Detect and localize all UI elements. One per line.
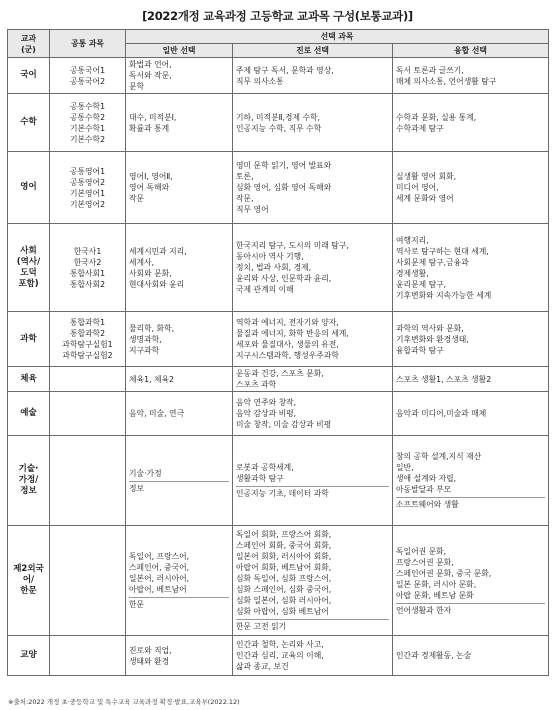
table-row [8, 312, 549, 367]
general-cell [126, 636, 233, 676]
table-body [8, 58, 549, 676]
common-cell [50, 436, 126, 526]
common-cell-text: 한국사1 한국사2 통합사회1 통합사회2 [69, 246, 106, 289]
area-cell [8, 94, 50, 152]
common-cell [50, 152, 126, 224]
career-cell-sub-text: 한문 고전 읽기 [236, 619, 389, 632]
common-cell-text: 공통국어1 공통국어2 [69, 65, 106, 86]
general-cell-sub-text: 한문 [129, 597, 229, 610]
convergence-cell [393, 94, 549, 152]
area-cell-text: 과학 [20, 333, 37, 344]
career-cell [233, 526, 393, 636]
area-cell-text: 사회 (역사/ 도덕 포함) [16, 245, 41, 289]
general-cell-text: 진로와 직업, 생태와 환경 [129, 645, 172, 666]
career-cell [233, 224, 393, 312]
general-cell [126, 152, 233, 224]
area-cell-text: 국어 [20, 70, 37, 80]
general-cell-text: 기술·가정 [129, 468, 162, 478]
career-cell-text: 기하, 미적분Ⅱ,경제 수학, 인공지능 수학, 직무 수학 [236, 112, 322, 133]
area-cell [8, 636, 50, 676]
general-cell [126, 367, 233, 392]
convergence-cell [393, 436, 549, 526]
career-cell-text: 인간과 철학, 논리와 사고, 인간과 심리, 교육의 이해, 삶과 종교, 보건 [236, 640, 324, 671]
common-cell [50, 94, 126, 152]
general-cell-text: 물리학, 화학, 생명과학, 지구과학 [129, 323, 175, 355]
career-cell [233, 312, 393, 367]
header-elective: 선택 과목 [126, 30, 549, 44]
area-cell [8, 224, 50, 312]
convergence-cell [393, 152, 549, 224]
convergence-cell-sub-text: 소프트웨어와 생활 [396, 497, 545, 510]
career-cell-text: 독일어 회화, 프랑스어 회화, 스페인어 회화, 중국어 회화, 일본어 회화, 러시아어 회화, 아랍어 회화, 베트남어 회화, 심화 독일어, 심화 프랑스어, 심화 스페인어, 심화 중국어, 심화 일본어, 심화 러시아어, 심화 아랍어, 심화 베트남어 [236, 530, 332, 616]
common-cell [50, 58, 126, 94]
area-cell [8, 526, 50, 636]
convergence-cell-sub-text: 언어생활과 한자 [396, 603, 545, 616]
common-cell-text: 공통수학1 공통수학2 기본수학1 기본수학2 [69, 101, 106, 144]
area-cell-text: 체육 [20, 373, 37, 384]
common-cell-text: 공통영어1 공통영어2 기본영어1 기본영어2 [69, 166, 106, 209]
common-cell [50, 526, 126, 636]
convergence-cell-text: 실생활 영어 회화, 미디어 영어, 세계 문화와 영어 [396, 172, 457, 203]
convergence-cell [393, 58, 549, 94]
header-convergence: 융합 선택 [393, 44, 549, 58]
career-cell-text: 로봇과 공학세계, 생활과학 탐구 [236, 463, 294, 483]
header-career: 진로 선택 [233, 44, 393, 58]
general-cell-text: 음악, 미술, 연극 [129, 409, 185, 418]
common-cell [50, 367, 126, 392]
convergence-cell [393, 312, 549, 367]
area-cell [8, 367, 50, 392]
convergence-cell [393, 392, 549, 436]
table-row [8, 58, 549, 94]
general-cell-text: 체육1, 체육2 [129, 374, 175, 384]
area-cell-text: 영어 [20, 182, 37, 192]
general-cell [126, 436, 233, 526]
general-cell-text: 화법과 언어, 독서와 작문, 문학 [129, 60, 172, 91]
career-cell [233, 367, 393, 392]
area-cell [8, 436, 50, 526]
convergence-cell [393, 636, 549, 676]
table-row [8, 367, 549, 392]
career-cell [233, 58, 393, 94]
area-cell [8, 392, 50, 436]
convergence-cell [393, 224, 549, 312]
table-row [8, 224, 549, 312]
general-cell [126, 94, 233, 152]
career-cell-text: 영미 문학 읽기, 영어 발표와 토론, 심화 영어, 심화 영어 독해와 작문, 직무 영어 [236, 161, 332, 214]
convergence-cell-text: 스포츠 생활1, 스포츠 생활2 [396, 374, 492, 384]
area-cell [8, 312, 50, 367]
career-cell-text: 한국지리 탐구, 도시의 미래 탐구, 동아시아 역사 기행, 정치, 법과 사회, 경제, 윤리와 사상, 인문학과 윤리, 국제 관계의 이해 [236, 241, 349, 294]
area-cell-text: 수학 [20, 117, 37, 127]
table-row [8, 392, 549, 436]
general-cell-sub-text: 정보 [129, 481, 229, 494]
convergence-cell-text: 독일어권 문화, 프랑스어권 문화, 스페인어권 문화, 중국 문화, 일본 문화, 러시아 문화, 아랍 문화, 베트남 문화 [396, 546, 492, 600]
general-cell [126, 526, 233, 636]
source-footnote: ※출처:2022 개정 초·중등학교 및 특수교육 교육과정 확정·발표,교육부(2022.12) [8, 698, 240, 706]
header-row-top [8, 30, 549, 44]
career-cell-sub-text: 인공지능 기초, 데이터 과학 [236, 486, 389, 499]
area-cell [8, 58, 50, 94]
common-cell-text: 통합과학1 통합과학2 과학탐구실험1 과학탐구실험2 [62, 318, 113, 360]
table-row [8, 636, 549, 676]
career-cell-text: 주제 탐구 독서, 문학과 영상, 직무 의사소통 [236, 65, 334, 86]
area-cell-text: 예술 [20, 408, 37, 418]
convergence-cell [393, 526, 549, 636]
career-cell-text: 역학과 에너지, 전자기와 양자, 물질과 에너지, 화학 반응의 세계, 세포와 물질대사, 생물의 유전, 지구시스템과학, 행성우주과학 [236, 318, 349, 360]
table-row [8, 436, 549, 526]
page-title: [2022개정 교육과정 고등학교 교과목 구성(보통교과)] [142, 9, 413, 23]
career-cell [233, 392, 393, 436]
convergence-cell-text: 음악과 미디어,미술과 매체 [396, 409, 487, 418]
area-cell-text: 기술· 가정/ 정보 [18, 464, 39, 496]
general-cell [126, 58, 233, 94]
career-cell [233, 152, 393, 224]
general-cell-text: 세계시민과 지리, 세계사, 사회와 문화, 현대사회와 윤리 [129, 246, 187, 289]
common-cell [50, 392, 126, 436]
general-cell-text: 대수, 미적분Ⅰ, 확률과 통계 [129, 112, 177, 133]
curriculum-table [7, 29, 549, 676]
general-cell [126, 312, 233, 367]
convergence-cell-text: 독서 토론과 글쓰기, 매체 의사소통, 언어생활 탐구 [396, 65, 497, 86]
general-cell [126, 392, 233, 436]
career-cell-text: 음악 연주와 창작, 음악 감상과 비평, 미술 창작, 미술 감상과 비평 [236, 398, 332, 429]
career-cell [233, 94, 393, 152]
career-cell-text: 운동과 건강, 스포츠 문화, 스포츠 과학 [236, 369, 324, 389]
common-cell [50, 312, 126, 367]
header-common: 공통 과목 [50, 30, 126, 58]
general-cell [126, 224, 233, 312]
career-cell [233, 636, 393, 676]
convergence-cell [393, 367, 549, 392]
common-cell [50, 224, 126, 312]
header-area: 교과 (군) [8, 30, 50, 58]
table-row [8, 526, 549, 636]
table-row [8, 152, 549, 224]
area-cell-text: 교양 [20, 650, 37, 660]
common-cell [50, 636, 126, 676]
convergence-cell-text: 창의 공학 설계,지식 재산 일반, 생애 설계와 자립, 아동발달과 부모 [396, 452, 482, 494]
convergence-cell-text: 수학과 문화, 실용 통계, 수학과제 탐구 [396, 112, 477, 133]
career-cell [233, 436, 393, 526]
area-cell-text: 제2외국 어/ 한문 [13, 564, 44, 596]
area-cell [8, 152, 50, 224]
convergence-cell-text: 과학의 역사와 문화, 기후변화와 환경생태, 융합과학 탐구 [396, 323, 469, 355]
header-general: 일반 선택 [126, 44, 233, 58]
table-row [8, 94, 549, 152]
general-cell-text: 독일어, 프랑스어, 스페인어, 중국어, 일본어, 러시아어, 아랍어, 베트남어 [129, 552, 190, 594]
convergence-cell-text: 인간과 경제활동, 논술 [396, 651, 472, 660]
general-cell-text: 영어Ⅰ, 영어Ⅱ, 영어 독해와 작문 [129, 172, 173, 203]
convergence-cell-text: 여행지리, 역사로 탐구하는 현대 세계, 사회문제 탐구,금융과 경제생활, 윤리문제 탐구, 기후변화와 지속가능한 세계 [396, 235, 492, 300]
